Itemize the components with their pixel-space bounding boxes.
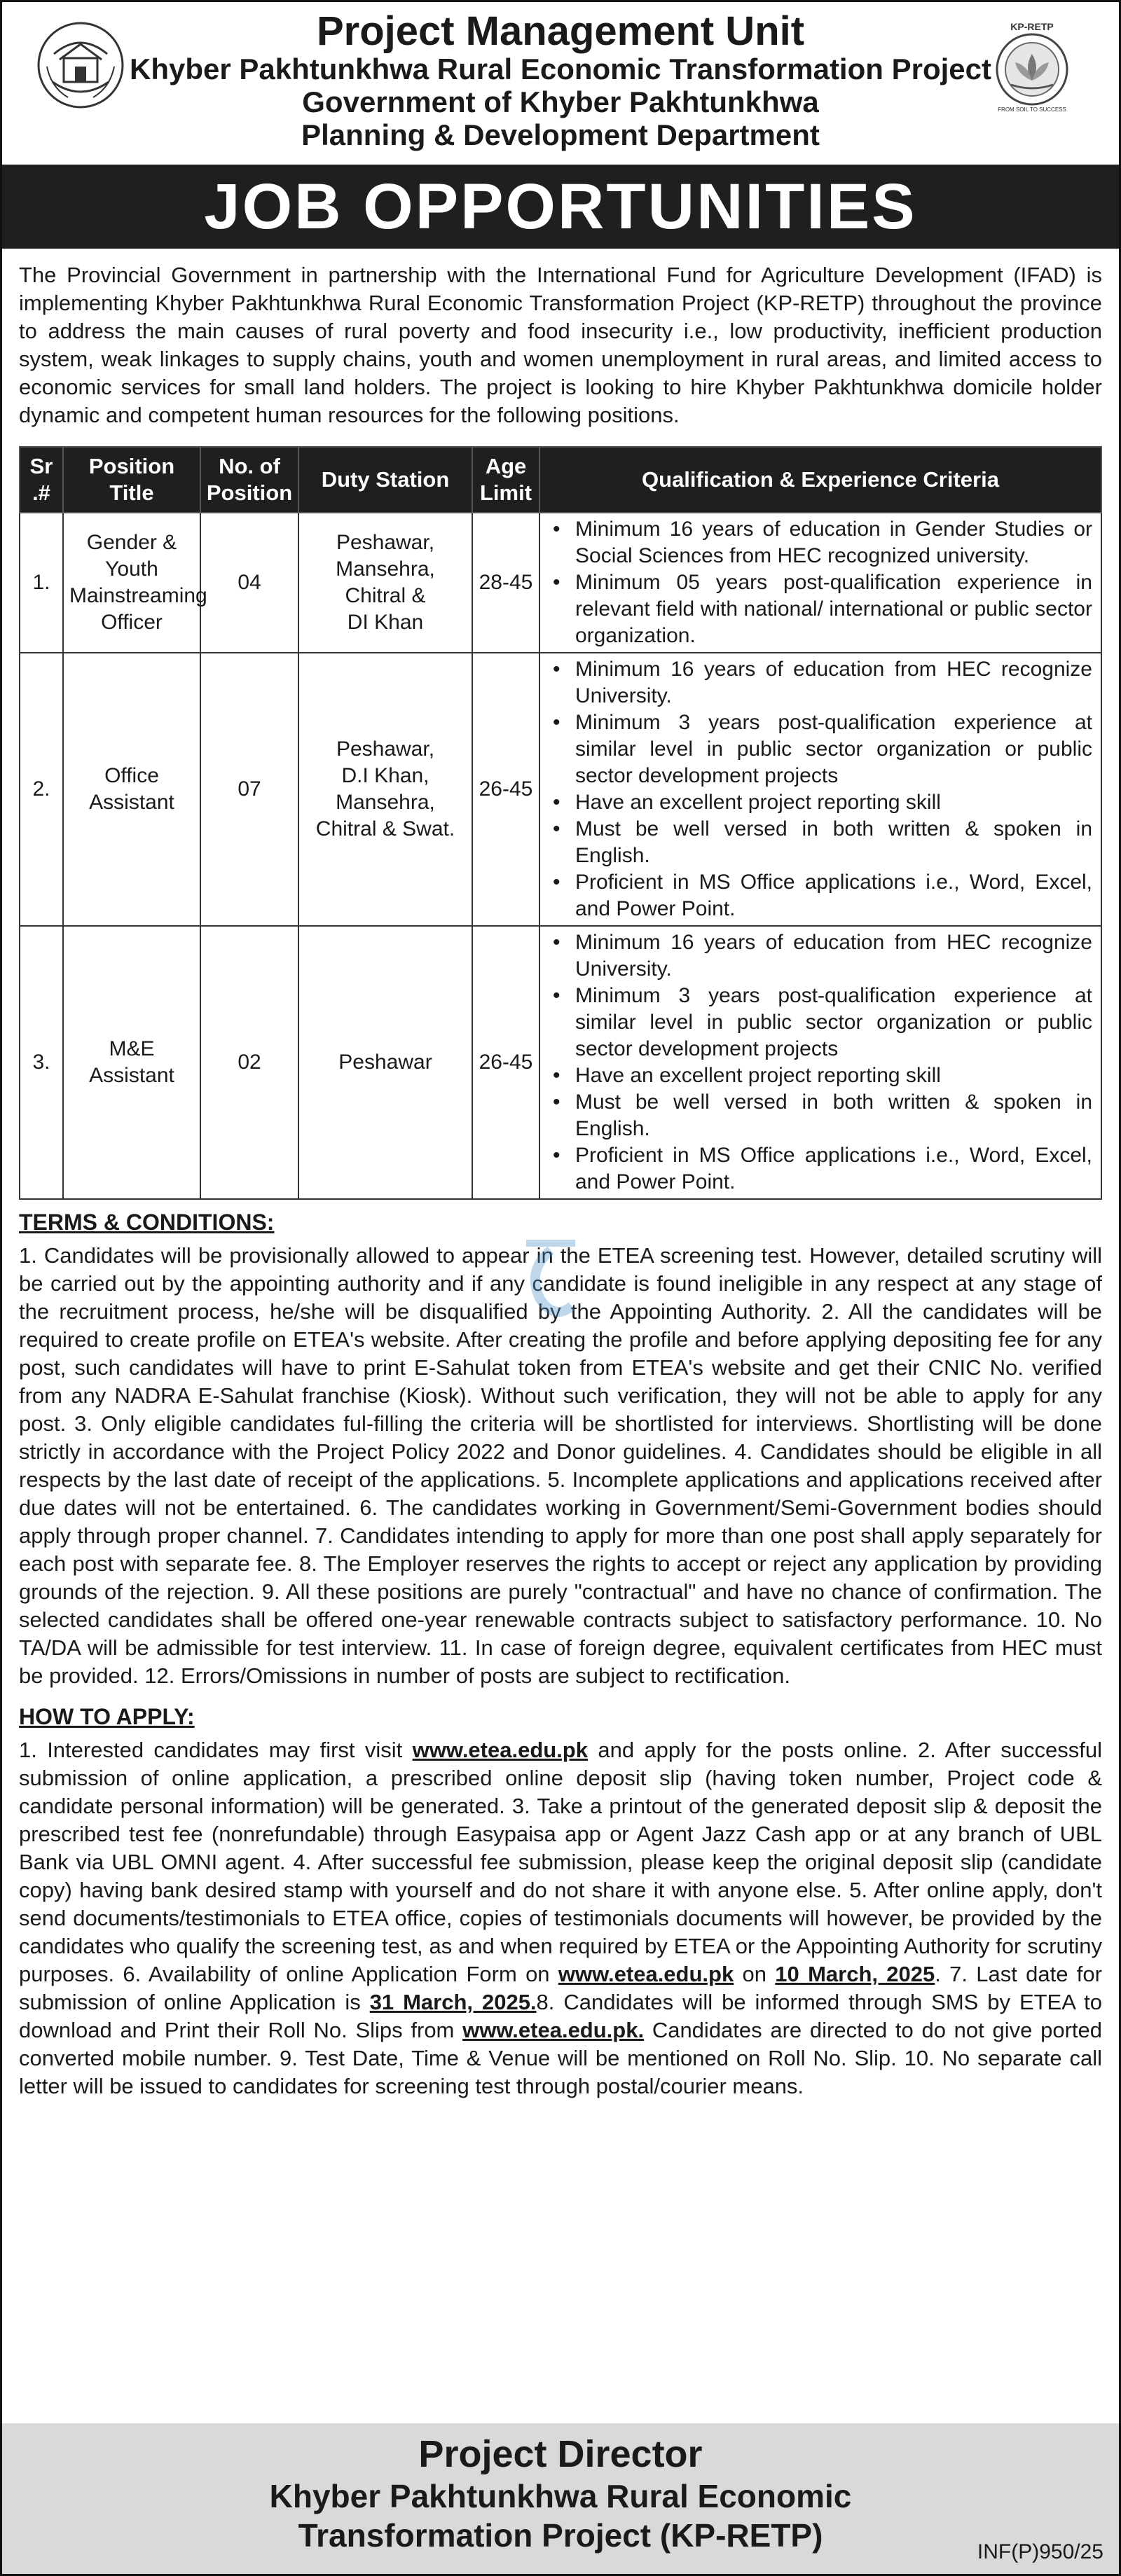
footer [2,2423,1119,2574]
criteria-item: • Minimum 16 years of education in Gender Studies or Social Sciences from HEC recognized university. [547,516,1092,569]
criteria-item: • Must be well versed in both written & spoken in English. [547,1089,1092,1142]
cell-no-of-position: 07 [200,653,298,926]
criteria-list [547,929,1092,1196]
header-no-of-position: No. of Position [200,447,298,513]
header-position-title: Position Title [63,447,200,513]
criteria-item: • Minimum 3 years post-qualification experience at similar level in public sector organization or public sector development projects [547,709,1092,789]
criteria-item: • Proficient in MS Office applications i.e., Word, Excel, and Power Point. [547,869,1092,922]
last-date: 31 March, 2025. [369,1990,537,2014]
criteria-item: • Must be well versed in both written & spoken in English. [547,816,1092,869]
terms-body: 1. Candidates will be provisionally allowed to appear in the ETEA screening test. However, detailed scrutiny will be carried out by the appointing authority and if any candidate is found ineligible in any respect at any stage of the recruitment process, he/she will be disqualified by the Appointing Authority. 2. All the candidates will be required to create profile on ETEA's website. After creating the profile and before applying depositing fee for any post, such candidates will have to print E-Sahulat token from ETEA's website and get their CNIC No. verified from any NADRA E-Sahulat franchise (Kiosk). Without such verification, they will not be able to apply for any post. 3. Only eligible candidates ful-filling the criteria will be shortlisted for interviews. Shortlisting will be done strictly in accordance with the Project Policy 2022 and Donor guidelines. 4. Candidates should be eligible in all respects by the last date of receipt of the applications. 5. Incomplete applications and applications received after due dates will not be entertained. 6. The candidates working in Government/Semi-Government bodies should apply through proper channel. 7. Candidates intending to apply for more than one post shall apply separately for each post with separate fee. 8. The Employer reserves the rights to accept or reject any application by providing grounds of the rejection. 9. All these positions are purely "contractual" and have no chance of confirmation. The selected candidates shall be offered one-year renewable contracts subject to satisfactory performance. 10. No TA/DA will be admissible for test interview. 11. In case of foreign degree, equivalent certificates from HEC must be provided. 12. Errors/Omissions in number of posts are subject to rectification. [19,1243,1102,1688]
cell-no-of-position: 04 [200,513,298,653]
terms-heading: TERMS & CONDITIONS: [19,1210,275,1235]
duty-station-line: Peshawar, [336,531,435,554]
duty-station-line: Chitral & [345,584,426,607]
cell-age-limit: 26-45 [472,926,539,1199]
table-row [20,513,1101,653]
cell-duty-station [298,653,472,926]
position-title-line: Officer [101,611,163,634]
positions-table-body [20,513,1101,1199]
criteria-item: • Proficient in MS Office applications i.e., Word, Excel, and Power Point. [547,1142,1092,1196]
cell-duty-station [298,926,472,1199]
advert-reference: INF(P)950/25 [977,2540,1103,2563]
kp-government-emblem-icon [33,18,128,113]
logo-bottom-text: FROM SOIL TO SUCCESS [998,106,1066,113]
positions-table [19,446,1102,1200]
duty-station-line: Peshawar, [336,738,435,761]
intro-paragraph: The Provincial Government in partnership with the International Fund for Agriculture Development (IFAD) is implementing Khyber Pakhtunkhwa Rural Economic Transformation Project (KP-RETP) throughout the province to address the main causes of rural poverty and food insecurity i.e., low productivity, inefficient production system, weak linkages to supply chains, youth and women unemployment in rural areas, and limited access to economic services for small land holders. The project is looking to hire Khyber Pakhtunkhwa domicile holder dynamic and competent human resources for the following positions. [19,263,1102,427]
criteria-list [547,516,1092,649]
etea-link-1[interactable]: www.etea.edu.pk [412,1738,588,1762]
cell-criteria [539,926,1101,1199]
positions-table-wrapper [2,436,1119,1200]
logo-top-text: KP-RETP [1010,21,1054,32]
criteria-list [547,656,1092,922]
position-title-line: Gender & Youth [86,531,177,581]
cell-age-limit: 26-45 [472,653,539,926]
table-header-row [20,447,1101,513]
cell-position-title [63,513,207,653]
header-age-limit: Age Limit [472,447,539,513]
etea-link-3[interactable]: www.etea.edu.pk. [462,2018,645,2042]
position-title-line: Mainstreaming [69,584,207,607]
criteria-item: • Have an excellent project reporting skill [547,1062,1092,1089]
cell-sr: 2. [20,653,63,926]
page-title: Project Management Unit [316,8,805,54]
department-name: Planning & Development Department [301,118,820,151]
cell-criteria [539,653,1101,926]
duty-station-line: Chitral & Swat. [315,817,455,840]
table-row [20,926,1101,1199]
cell-age-limit: 28-45 [472,513,539,653]
how-to-apply-body: 1. Interested candidates may first visit www.etea.edu.pk and apply for the posts online. 2. After successful submission of online application, a prescribed online deposit slip (having token number, Project code & candidate personal information) will be generated. 3. Take a printout of the generated deposit slip & deposit the prescribed test fee (nonrefundable) through Easypaisa app or Agent Jazz Cash app or at any branch of UBL Bank via UBL OMNI agent. 4. After successful fee submission, please keep the original deposit slip (candidate copy) having bank desired stamp with yourself and do not share it with anyone else. 5. After online apply, don't send documents/testimonials to ETEA office, copies of testimonials documents will however, be provided by the candidates who qualify the screening test, as and when required by ETEA or the Appointing Authority for scrutiny purposes. 6. Availability of online Application Form on www.etea.edu.pk on 10 March, 2025. 7. Last date for submission of online Application is 31 March, 2025.8. Candidates will be informed through SMS by ETEA to download and Print their Roll No. Slips from www.etea.edu.pk. Candidates are directed to do not give ported converted mobile number. 9. Test Date, Time & Venue will be mentioned on Roll No. Slip. 10. No separate call letter will be issued to candidates for screening test through postal/courier means. [19,1738,1102,2098]
cell-duty-station [298,513,472,653]
job-opportunities-banner: JOB OPPORTUNITIES [2,165,1119,249]
header [2,2,1119,165]
availability-date: 10 March, 2025 [775,1962,935,1986]
criteria-item: • Minimum 3 years post-qualification experience at similar level in public sector organization or public sector development projects [547,983,1092,1062]
duty-station-line: Peshawar [338,1051,432,1074]
kp-retp-logo-icon [990,19,1074,113]
watermark-icon [512,1229,589,1334]
criteria-item: • Minimum 05 years post-qualification experience in relevant field with national/ international or public sector organization. [547,569,1092,649]
table-row [20,653,1101,926]
cell-position-title [63,926,200,1199]
position-title-line: Office Assistant [89,764,174,814]
government-name: Government of Khyber Pakhtunkhwa [302,85,819,118]
header-duty-station: Duty Station [298,447,472,513]
duty-station-line: DI Khan [347,611,424,634]
project-name: Khyber Pakhtunkhwa Rural Economic Transformation Project [130,53,991,85]
criteria-item: • Have an excellent project reporting skill [547,789,1092,816]
cell-position-title [63,653,200,926]
signatory-org-line1: Khyber Pakhtunkhwa Rural Economic [269,2478,852,2514]
cell-sr: 3. [20,926,63,1199]
duty-station-line: Mansehra, [336,558,435,581]
cell-no-of-position: 02 [200,926,298,1199]
etea-link-2[interactable]: www.etea.edu.pk [558,1962,734,1986]
signatory-title: Project Director [418,2433,703,2475]
criteria-item: • Minimum 16 years of education from HEC recognize University. [547,929,1092,983]
cell-criteria [539,513,1101,653]
header-criteria: Qualification & Experience Criteria [539,447,1101,513]
signatory-org-line2: Transformation Project (KP-RETP) [298,2517,823,2554]
position-title-line: M&E Assistant [89,1037,174,1087]
criteria-item: • Minimum 16 years of education from HEC recognize University. [547,656,1092,709]
how-to-apply-heading: HOW TO APPLY: [19,1704,195,1729]
duty-station-line: D.I Khan, [341,764,429,787]
duty-station-line: Mansehra, [336,791,435,814]
cell-sr: 1. [20,513,63,653]
header-sr: Sr .# [20,447,63,513]
